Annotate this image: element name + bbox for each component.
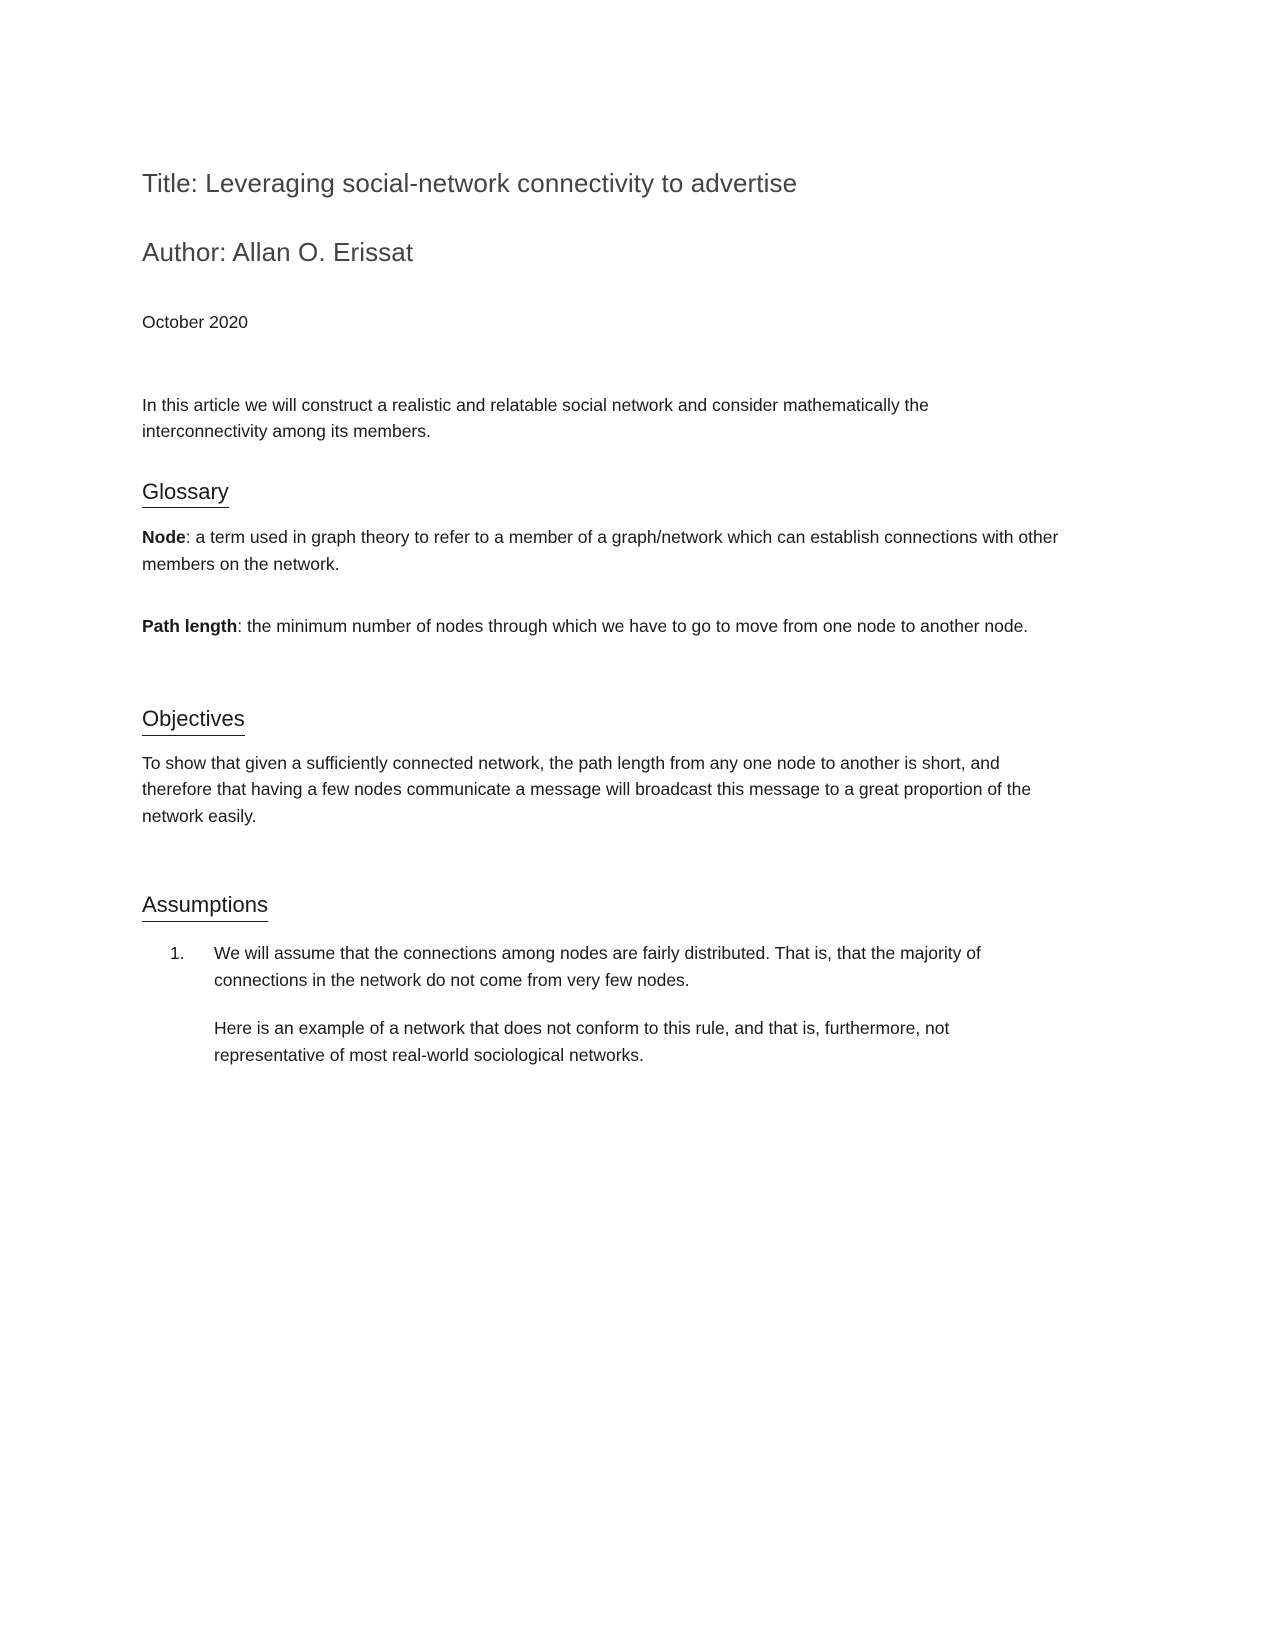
section-heading-objectives <box>142 639 1064 736</box>
document-title: Title: Leveraging social-network connectivity to advertise <box>142 168 798 198</box>
glossary-definition-path-length: : the minimum number of nodes through which we have to go to move from one node to another node. <box>237 615 1029 636</box>
glossary-term-path-length: Path length <box>142 615 238 636</box>
document-content <box>142 0 1064 1068</box>
glossary-heading-text: Glossary <box>142 478 229 509</box>
glossary-term-node: Node <box>142 527 186 548</box>
section-heading-glossary <box>142 445 1064 509</box>
section-heading-assumptions <box>142 829 1064 922</box>
objectives-paragraph: To show that given a sufficiently connected network, the path length from any one node to another is short, and therefore that having a few nodes communicate a message will broadcast this message to a great proportion of the network easily. <box>142 752 1032 826</box>
assumption-item-text: We will assume that the connections among nodes are fairly distributed. That is, that the majority of connections in the network do not come from very few nodes. <box>214 942 981 990</box>
document-date: October 2020 <box>142 312 249 333</box>
assumption-item-followup: Here is an example of a network that does not conform to this rule, and that is, furthermore, not representative of most real-world sociological networks. <box>214 1018 950 1065</box>
glossary-definition-node: : a term used in graph theory to refer to a member of a graph/network which can establish connections with other members on the network. <box>142 527 1059 574</box>
document-author: Author: Allan O. Erissat <box>142 236 414 267</box>
intro-paragraph: In this article we will construct a realistic and relatable social network and consider mathematically the interconnectivity among its members. <box>142 394 929 442</box>
list-item <box>142 940 1064 1068</box>
glossary-entry-node <box>142 508 1064 577</box>
objectives-heading-text: Objectives <box>142 705 245 736</box>
assumptions-list <box>142 922 1064 1068</box>
glossary-entry-path-length <box>142 578 1064 640</box>
assumptions-heading-text: Assumptions <box>142 891 268 922</box>
